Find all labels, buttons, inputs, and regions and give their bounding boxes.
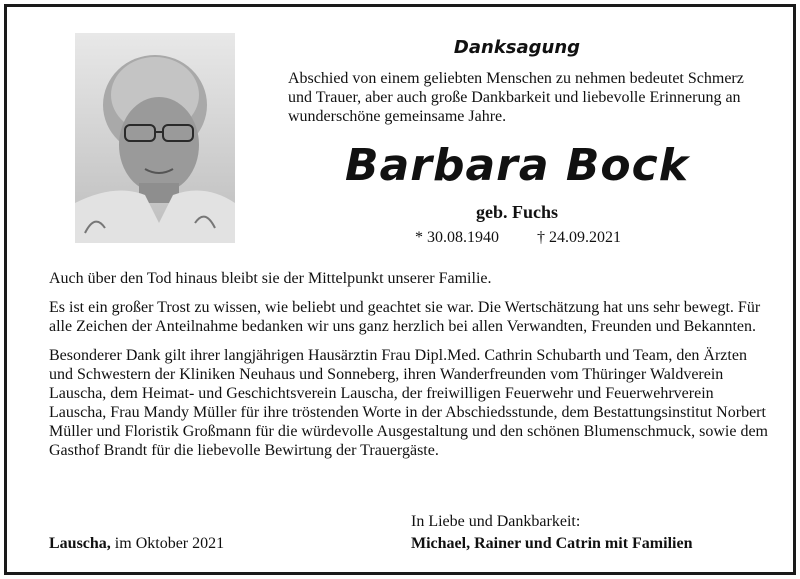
place: Lauscha, bbox=[49, 535, 111, 552]
notice-frame bbox=[4, 4, 796, 575]
life-dates bbox=[415, 229, 621, 247]
paragraph: Besonderer Dank gilt ihrer langjährigen Hausärztin Frau Dipl.Med. Cathrin Schubarth und Team, den Ärzten und Schwestern der Kliniken Neuhaus und Sonneberg, ihren Wanderfreunden vom Thüringer Waldverein Lauscha, dem Heimat- und Geschichtsverein Lauscha, der freiwilligen Feuerwehr und Feuerwehrverein Lauscha, Frau Mandy Müller für ihre tröstenden Worte in der Abschiedsstunde, dem Bestattungsinstitut Norbert Müller und Floristik Großmann für die würdevolle Ausgestaltung und den schönen Blumenschmuck, sowie dem Gasthof Brandt für die liebevolle Bewirtung der Trauergäste. bbox=[49, 347, 768, 459]
paragraph: Es ist ein großer Trost zu wissen, wie beliebt und geachtet sie war. Die Wertschätzung hat uns sehr bewegt. Für alle Zeichen der Anteilnahme bedanken wir uns ganz herzlich bei allen Verwandten, Freunden und Bekannten. bbox=[49, 299, 761, 335]
deceased-name: Barbara Bock bbox=[345, 140, 689, 191]
notice-heading: Danksagung bbox=[453, 37, 581, 58]
place-date bbox=[49, 535, 224, 553]
signature-label: In Liebe und Dankbarkeit: bbox=[411, 513, 581, 530]
birth-name: geb. Fuchs bbox=[475, 202, 558, 222]
death-date: † 24.09.2021 bbox=[537, 229, 621, 246]
signers: Michael, Rainer und Catrin mit Familien bbox=[411, 535, 693, 552]
intro-text: Abschied von einem geliebten Menschen zu nehmen bedeutet Schmerz und Trauer, aber auch große Dankbarkeit und liebevolle Erinnerung an wunderschöne gemeinsame Jahre. bbox=[288, 70, 744, 125]
date: im Oktober 2021 bbox=[110, 535, 225, 552]
birth-date: * 30.08.1940 bbox=[415, 229, 499, 246]
paragraph: Auch über den Tod hinaus bleibt sie der Mittelpunkt unserer Familie. bbox=[49, 270, 492, 287]
portrait-photo bbox=[75, 33, 235, 243]
thanks-text bbox=[49, 269, 769, 470]
